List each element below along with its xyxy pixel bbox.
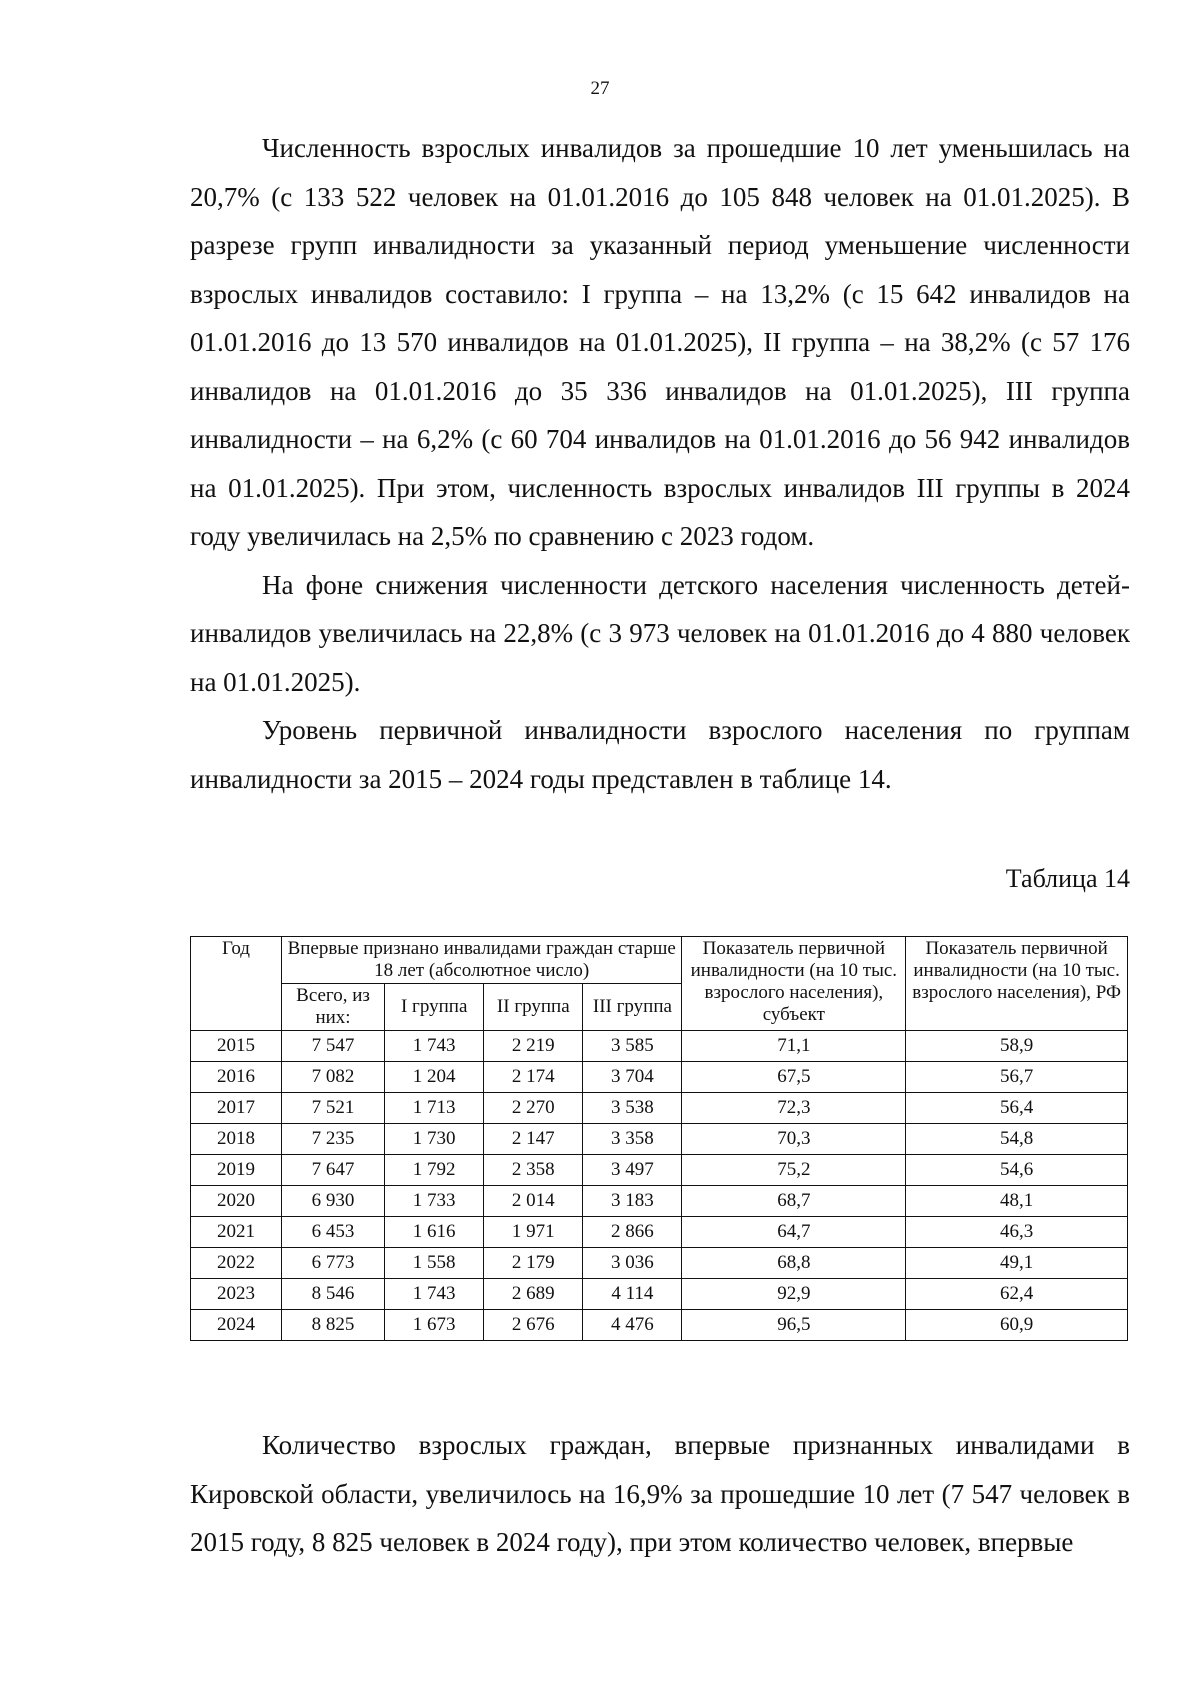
cell-year: 2017 bbox=[191, 1093, 282, 1124]
cell-indicator-rf: 60,9 bbox=[906, 1310, 1128, 1341]
cell-total: 7 235 bbox=[281, 1124, 384, 1155]
cell-indicator-subject: 68,8 bbox=[682, 1248, 906, 1279]
cell-year: 2018 bbox=[191, 1124, 282, 1155]
cell-indicator-subject: 96,5 bbox=[682, 1310, 906, 1341]
cell-total: 7 082 bbox=[281, 1062, 384, 1093]
cell-group-2: 2 689 bbox=[484, 1279, 583, 1310]
table-row bbox=[191, 1186, 1128, 1217]
header-indicator-rf: Показатель первичной инвалидности (на 10 тыс. взрослого населения), РФ bbox=[906, 937, 1128, 1031]
cell-indicator-subject: 75,2 bbox=[682, 1155, 906, 1186]
cell-total: 7 521 bbox=[281, 1093, 384, 1124]
cell-group-2: 2 676 bbox=[484, 1310, 583, 1341]
cell-indicator-subject: 64,7 bbox=[682, 1217, 906, 1248]
cell-group-3: 2 866 bbox=[583, 1217, 682, 1248]
cell-group-3: 3 704 bbox=[583, 1062, 682, 1093]
cell-indicator-subject: 70,3 bbox=[682, 1124, 906, 1155]
table-row bbox=[191, 1310, 1128, 1341]
cell-year: 2019 bbox=[191, 1155, 282, 1186]
cell-total: 6 453 bbox=[281, 1217, 384, 1248]
table-row bbox=[191, 1031, 1128, 1062]
cell-group-2: 2 358 bbox=[484, 1155, 583, 1186]
cell-year: 2015 bbox=[191, 1031, 282, 1062]
paragraph-table-intro: Уровень первичной инвалидности взрослого населения по группам инвалидности за 2015 – 2024 годы представлен в таблице 14. bbox=[190, 715, 1130, 794]
table-row bbox=[191, 1279, 1128, 1310]
header-year: Год bbox=[191, 937, 282, 1031]
cell-indicator-subject: 71,1 bbox=[682, 1031, 906, 1062]
paragraph-child-disabled: На фоне снижения численности детского населения численность детей-инвалидов увеличилась на 22,8% (с 3 973 человек на 01.01.2016 до 4 880 человек на 01.01.2025). bbox=[190, 569, 1130, 697]
cell-indicator-rf: 46,3 bbox=[906, 1217, 1128, 1248]
table-header bbox=[191, 937, 1128, 1031]
cell-group-3: 3 497 bbox=[583, 1155, 682, 1186]
cell-group-1: 1 713 bbox=[385, 1093, 484, 1124]
table-row bbox=[191, 1093, 1128, 1124]
cell-group-1: 1 730 bbox=[385, 1124, 484, 1155]
cell-group-2: 2 147 bbox=[484, 1124, 583, 1155]
cell-group-3: 3 036 bbox=[583, 1248, 682, 1279]
table-row bbox=[191, 1124, 1128, 1155]
header-indicator-subject: Показатель первичной инвалидности (на 10 тыс. взрослого населения), субъект bbox=[682, 937, 906, 1031]
cell-indicator-rf: 54,6 bbox=[906, 1155, 1128, 1186]
disability-table bbox=[190, 936, 1128, 1341]
header-group-2: II группа bbox=[484, 984, 583, 1031]
cell-group-3: 3 358 bbox=[583, 1124, 682, 1155]
cell-indicator-rf: 56,7 bbox=[906, 1062, 1128, 1093]
cell-group-1: 1 204 bbox=[385, 1062, 484, 1093]
cell-group-3: 4 476 bbox=[583, 1310, 682, 1341]
table-caption: Таблица 14 bbox=[1005, 864, 1130, 893]
header-total: Всего, из них: bbox=[281, 984, 384, 1031]
cell-group-1: 1 733 bbox=[385, 1186, 484, 1217]
table-body bbox=[191, 1031, 1128, 1341]
cell-group-2: 2 174 bbox=[484, 1062, 583, 1093]
header-group-first-recognized: Впервые признано инвалидами граждан старше 18 лет (абсолютное число) bbox=[281, 937, 682, 984]
cell-indicator-subject: 68,7 bbox=[682, 1186, 906, 1217]
cell-group-1: 1 743 bbox=[385, 1279, 484, 1310]
cell-year: 2024 bbox=[191, 1310, 282, 1341]
cell-group-3: 3 183 bbox=[583, 1186, 682, 1217]
page-number: 27 bbox=[590, 78, 610, 99]
header-group-1: I группа bbox=[385, 984, 484, 1031]
cell-group-3: 4 114 bbox=[583, 1279, 682, 1310]
cell-year: 2021 bbox=[191, 1217, 282, 1248]
cell-group-2: 2 219 bbox=[484, 1031, 583, 1062]
cell-group-2: 2 179 bbox=[484, 1248, 583, 1279]
paragraph-adult-disabled: Численность взрослых инвалидов за прошедшие 10 лет уменьшилась на 20,7% (с 133 522 человек на 01.01.2016 до 105 848 человек на 01.01.2025). В разрезе групп инвалидности за указанный период уменьшение численности взрослых инвалидов составило: I группа – на 13,2% (с 15 642 инвалидов на 01.01.2016 до 13 570 инвалидов на 01.01.2025), II группа – на 38,2% (с 57 176 инвалидов на 01.01.2016 до 35 336 инвалидов на 01.01.2025), III группа инвалидности – на 6,2% (с 60 704 инвалидов на 01.01.2016 до 56 942 инвалидов на 01.01.2025). При этом, численность взрослых инвалидов III группы в 2024 году увеличилась на 2,5% по сравнению с 2023 годом. bbox=[190, 133, 1130, 551]
table-row bbox=[191, 1062, 1128, 1093]
cell-group-2: 2 014 bbox=[484, 1186, 583, 1217]
cell-group-3: 3 585 bbox=[583, 1031, 682, 1062]
cell-indicator-rf: 49,1 bbox=[906, 1248, 1128, 1279]
cell-group-1: 1 673 bbox=[385, 1310, 484, 1341]
header-group-3: III группа bbox=[583, 984, 682, 1031]
cell-year: 2020 bbox=[191, 1186, 282, 1217]
cell-group-1: 1 792 bbox=[385, 1155, 484, 1186]
paragraph-first-recognized: Количество взрослых граждан, впервые признанных инвалидами в Кировской области, увеличилось на 16,9% за прошедшие 10 лет (7 547 человек в 2015 году, 8 825 человек в 2024 году), при этом количество человек, впервые bbox=[190, 1430, 1130, 1557]
cell-group-2: 1 971 bbox=[484, 1217, 583, 1248]
cell-indicator-subject: 67,5 bbox=[682, 1062, 906, 1093]
cell-total: 7 647 bbox=[281, 1155, 384, 1186]
cell-total: 8 546 bbox=[281, 1279, 384, 1310]
cell-group-1: 1 616 bbox=[385, 1217, 484, 1248]
cell-total: 7 547 bbox=[281, 1031, 384, 1062]
cell-group-1: 1 558 bbox=[385, 1248, 484, 1279]
cell-indicator-rf: 48,1 bbox=[906, 1186, 1128, 1217]
cell-year: 2016 bbox=[191, 1062, 282, 1093]
cell-indicator-rf: 62,4 bbox=[906, 1279, 1128, 1310]
cell-year: 2022 bbox=[191, 1248, 282, 1279]
cell-total: 8 825 bbox=[281, 1310, 384, 1341]
table-row bbox=[191, 1248, 1128, 1279]
body-text-bottom bbox=[190, 1421, 1130, 1567]
table-row bbox=[191, 1155, 1128, 1186]
cell-indicator-rf: 56,4 bbox=[906, 1093, 1128, 1124]
table-row bbox=[191, 1217, 1128, 1248]
cell-group-1: 1 743 bbox=[385, 1031, 484, 1062]
cell-year: 2023 bbox=[191, 1279, 282, 1310]
cell-indicator-rf: 58,9 bbox=[906, 1031, 1128, 1062]
cell-indicator-rf: 54,8 bbox=[906, 1124, 1128, 1155]
cell-group-3: 3 538 bbox=[583, 1093, 682, 1124]
body-text-top bbox=[190, 124, 1130, 803]
cell-total: 6 930 bbox=[281, 1186, 384, 1217]
cell-group-2: 2 270 bbox=[484, 1093, 583, 1124]
cell-indicator-subject: 72,3 bbox=[682, 1093, 906, 1124]
cell-indicator-subject: 92,9 bbox=[682, 1279, 906, 1310]
cell-total: 6 773 bbox=[281, 1248, 384, 1279]
